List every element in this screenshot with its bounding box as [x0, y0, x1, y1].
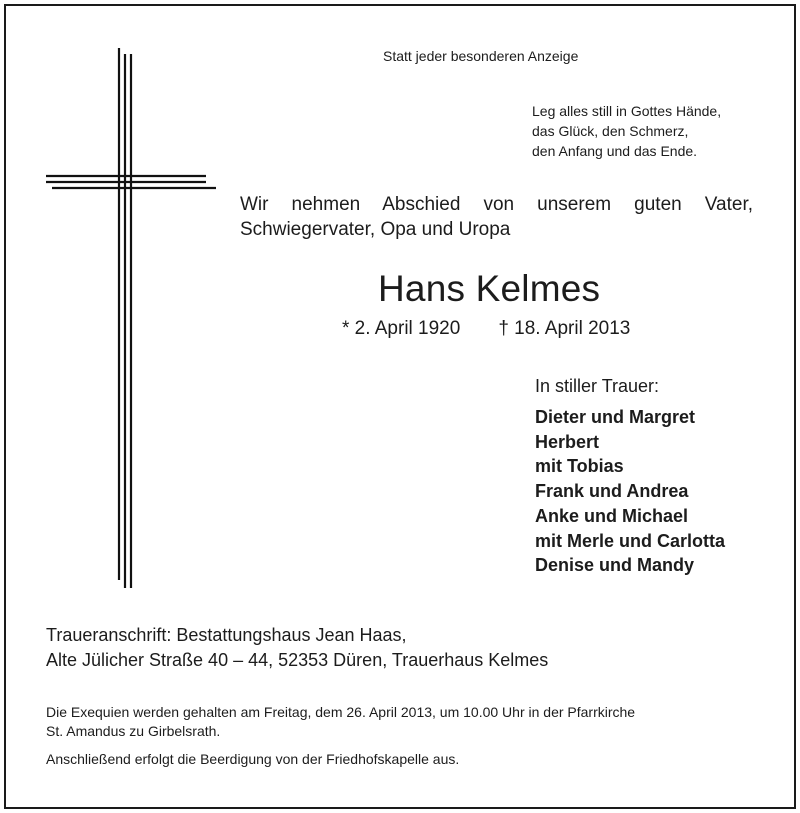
- service-line: St. Amandus zu Girbelsrath.: [46, 723, 221, 739]
- mourner-name: Dieter und Margret: [535, 407, 696, 427]
- mourner-name: Frank und Andrea: [535, 481, 689, 502]
- intro-line: Schwiegervater, Opa und Uropa: [240, 219, 511, 240]
- death-date: † 18. April 2013: [498, 318, 631, 339]
- mourner-name: mit Tobias: [535, 456, 624, 477]
- mourners-label: In stiller Trauer:: [535, 376, 660, 396]
- service-notes: [46, 703, 754, 769]
- mourners-list: [535, 405, 725, 578]
- address-line: Traueranschrift: Bestattungshaus Jean Haas,: [46, 625, 407, 645]
- cross-icon: [46, 48, 216, 588]
- notice-header: Statt jeder besonderen Anzeige: [383, 48, 579, 64]
- burial-note: Anschließend erfolgt die Beerdigung von der Friedhofskapelle aus.: [46, 751, 460, 767]
- mourning-address: [46, 623, 548, 673]
- mourner-name: Denise und Mandy: [535, 555, 695, 576]
- mourner-name: Anke und Michael: [535, 505, 689, 526]
- verse-line: Leg alles still in Gottes Hände,: [532, 103, 722, 119]
- birth-date: * 2. April 1920: [342, 318, 461, 339]
- life-dates: [342, 318, 630, 340]
- address-line: Alte Jülicher Straße 40 – 44, 52353 Düren, Trauerhaus Kelmes: [46, 650, 549, 670]
- deceased-name: Hans Kelmes: [378, 268, 601, 309]
- verse-line: den Anfang und das Ende.: [532, 143, 698, 159]
- verse-line: das Glück, den Schmerz,: [532, 123, 689, 139]
- service-line: Die Exequien werden gehalten am Freitag, dem 26. April 2013, um 10.00 Uhr in der Pfarrkirche: [46, 704, 636, 720]
- intro-line: Wir nehmen Abschied von unserem guten Vater,: [240, 194, 753, 215]
- verse-text: [532, 101, 721, 161]
- mourner-name: Herbert: [535, 431, 600, 452]
- mourner-name: mit Merle und Carlotta: [535, 530, 726, 551]
- farewell-intro: [240, 192, 753, 242]
